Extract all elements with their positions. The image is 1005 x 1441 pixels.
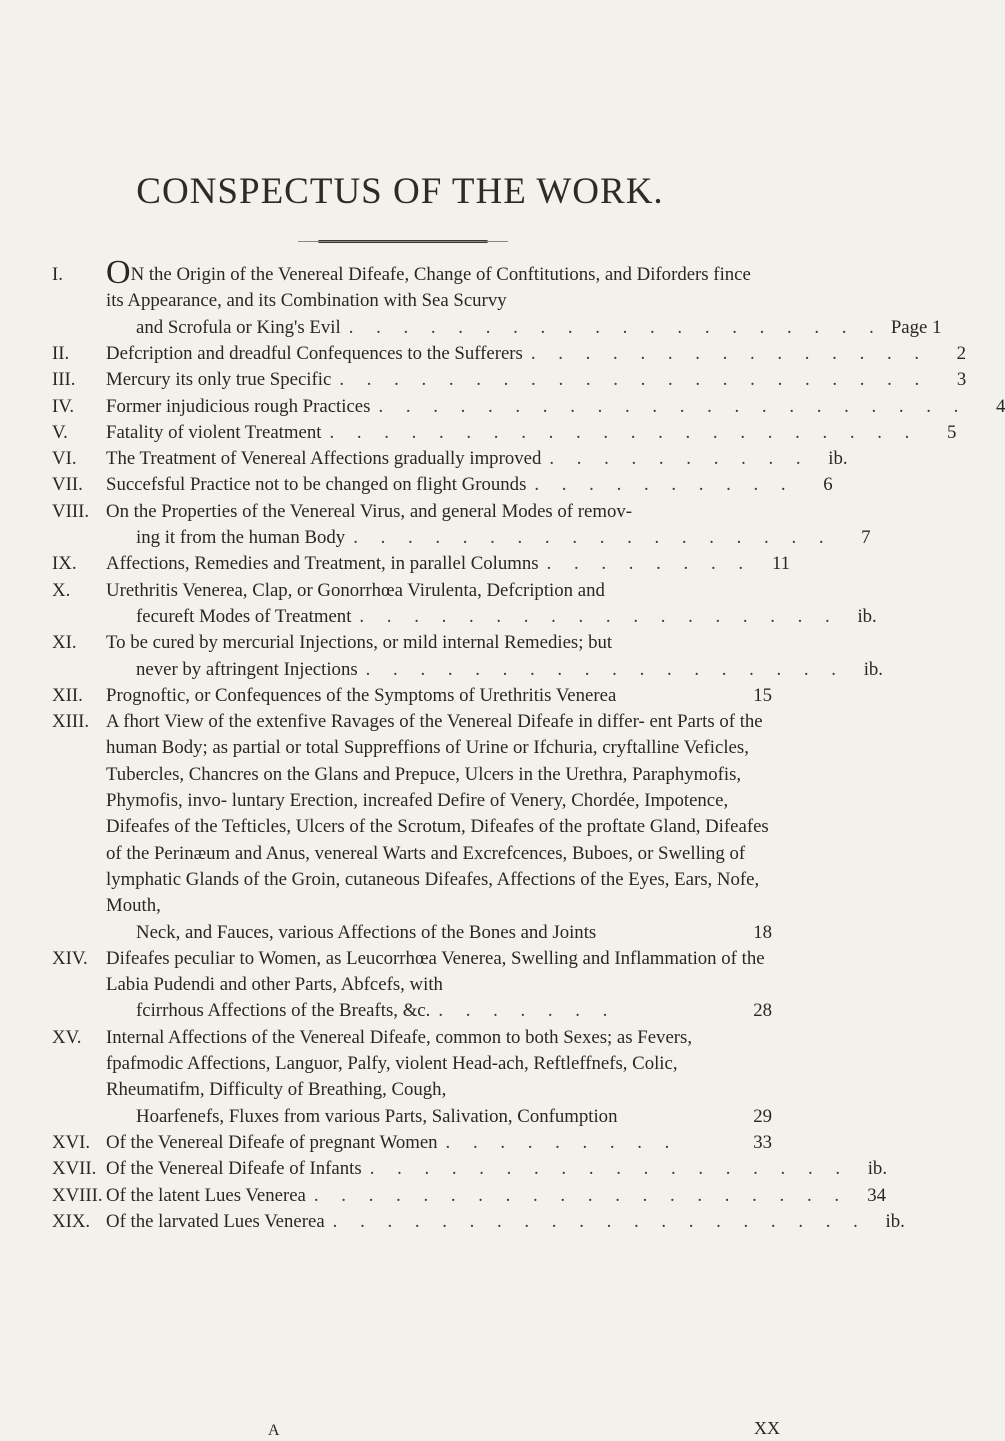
entry-13 — [52, 709, 772, 946]
page-title: CONSPECTUS OF THE WORK. — [136, 171, 664, 212]
leader-dots: . . . . . . . . . . . . . . . . . . . . . . — [339, 369, 929, 391]
entry-number: VII. — [52, 474, 83, 496]
entry-text: Hoarfenefs, Fluxes from various Parts, Salivation, Confumption — [136, 1105, 618, 1127]
entry-page: 5 — [946, 421, 957, 443]
entry-page: 18 — [753, 921, 772, 943]
entry-number: II. — [52, 343, 70, 364]
entry-page: 6 — [823, 474, 833, 496]
entry-text: Former injudicious rough Practices — [106, 395, 371, 417]
entry-number: VIII. — [52, 500, 90, 522]
entry-page: ib. — [863, 658, 883, 680]
entry-lead: Urethritis Venerea, Clap, or Gonorrhœa Virulenta, Defcription and — [106, 579, 605, 601]
leader-dots: . . . . . . . . . . — [534, 474, 795, 496]
entry-text: Succefsful Practice not to be changed on flight Grounds — [106, 474, 527, 496]
entry-number: XIX. — [52, 1210, 91, 1232]
entry-text: Of the Venereal Difeafe of pregnant Women — [106, 1131, 438, 1153]
entry-page: 11 — [771, 553, 791, 575]
entry-number: XVII. — [52, 1158, 97, 1180]
entry-number: I. — [52, 264, 63, 285]
entry-number: XV. — [52, 1026, 82, 1048]
leader-dots: . . . . . . . . . . . . . . . . . . — [353, 527, 833, 549]
entry-14 — [52, 946, 772, 1025]
entry-9 — [52, 551, 791, 577]
entry-8 — [52, 499, 871, 552]
entry-lead: N the Origin of the Venereal Difeafe, Change of Conftitutions, and Diforders fince its Appearance, and its Combination with Sea Scurvy — [106, 264, 751, 312]
entry-number: XI. — [52, 632, 77, 654]
entry-page: 15 — [753, 684, 772, 706]
leader-dots: . . . . . . . — [438, 1000, 617, 1022]
entry-page: ib. — [867, 1158, 888, 1180]
entry-10 — [52, 578, 877, 631]
entry-text: The Treatment of Venereal Affections gradually improved — [106, 448, 542, 470]
entry-15 — [52, 1025, 772, 1130]
entry-19 — [52, 1209, 905, 1235]
entry-lead: A fhort View of the extenfive Ravages of the Venereal Difeafe in differ- ent Parts of the human Body; as partial or total Suppreffions of Urine or Ifchuria, cryftalline Veficles, Tubercles, Chancres on the Glans and Prepuce, Ulcers in the Urethra, Paraphymofis, Phymofis, invo- luntary Erection, increafed Defire of Venery, Chordée, Impotence, Difeafes of the Tefticles, Ulcers of the Scrotum, Difeafes of the proftate Gland, Difeafes of the Perinæum and Anus, venereal Warts and Excrefcences, Buboes, or Swelling of lymphatic Glands of the Groin, cutaneous Difeafes, Affections of the Eyes, Ears, Nofe, Mouth, — [106, 711, 769, 917]
entry-5 — [52, 420, 957, 446]
entry-number: XIV. — [52, 947, 88, 969]
leader-dots: . . . . . . . . . . . . . . . . . . — [359, 605, 839, 627]
entry-number: X. — [52, 579, 71, 601]
entry-3 — [52, 367, 967, 393]
entry-number: XII. — [52, 684, 83, 706]
entry-text: Fatality of violent Treatment — [106, 421, 322, 443]
entry-page: 7 — [861, 527, 871, 549]
leader-dots: . . . . . . . . . . . . . . . . . . . . — [332, 1210, 867, 1232]
entry-page: Page 1 — [890, 316, 942, 338]
entry-text: Mercury its only true Specific — [106, 369, 332, 391]
entry-6 — [52, 446, 848, 472]
entry-number: IX. — [52, 553, 77, 575]
leader-dots: . . . . . . . . . . . . . . . . . . — [369, 1158, 850, 1180]
entry-7 — [52, 472, 833, 498]
entry-1 — [52, 254, 942, 341]
leader-dots: . . . . . . . . — [546, 553, 753, 575]
entry-2 — [52, 341, 967, 367]
entry-number: III. — [52, 369, 76, 391]
catchword: XX — [754, 1418, 780, 1438]
entry-page: ib. — [857, 605, 877, 627]
signature-mark: A — [268, 1422, 280, 1439]
entry-text: fecureft Modes of Treatment — [136, 605, 352, 627]
entry-text: Of the latent Lues Venerea — [106, 1184, 306, 1206]
entry-lead: On the Properties of the Venereal Virus, and general Modes of remov- — [106, 500, 632, 522]
entry-page: ib. — [885, 1210, 905, 1232]
entry-number: VI. — [52, 448, 77, 470]
entry-page: 33 — [753, 1131, 772, 1153]
entry-16 — [52, 1130, 772, 1156]
entry-page: 29 — [753, 1105, 772, 1127]
entry-17 — [52, 1156, 888, 1182]
entry-number: XIII. — [52, 711, 90, 733]
entry-page: 34 — [867, 1184, 887, 1206]
entry-page: 4 — [995, 395, 1005, 417]
leader-dots: . . . . . . . . . . . . . . . . . . — [365, 658, 845, 680]
entry-lead: Difeafes peculiar to Women, as Leucorrhœa Venerea, Swelling and Inflammation of the Labia Pudendi and other Parts, Abfcefs, with — [106, 947, 765, 996]
entry-text: Defcription and dreadful Confequences to the Sufferers — [106, 343, 523, 364]
entry-text: Of the Venereal Difeafe of Infants — [106, 1158, 362, 1180]
entry-text: and Scrofula or King's Evil — [136, 316, 341, 338]
entry-text: never by aftringent Injections — [136, 658, 358, 680]
entry-number: V. — [52, 421, 68, 443]
entry-page: 28 — [753, 1000, 772, 1022]
entry-text: ing it from the human Body — [136, 527, 346, 549]
leader-dots: . . . . . . . . . . . . . . . — [530, 343, 929, 364]
entry-number: XVI. — [52, 1131, 91, 1153]
leader-dots: . . . . . . . . . . . . . . . . . . . . . . — [378, 395, 968, 417]
entry-lead: To be cured by mercurial Injections, or mild internal Remedies; but — [106, 632, 613, 654]
leader-dots: . . . . . . . . . . . . . . . . . . . . . . — [329, 421, 919, 443]
entry-12 — [52, 683, 772, 709]
entry-4 — [52, 394, 1005, 420]
entry-lead: Internal Affections of the Venereal Difeafe, common to both Sexes; as Fevers, fpafmodic Affections, Languor, Palfy, violent Head-ach, Reftleffnefs, Colic, Rheumatifm, Difficulty of Breathing, Cough, — [106, 1026, 693, 1101]
leader-dots: . . . . . . . . . — [445, 1131, 679, 1153]
title-rule — [318, 240, 488, 243]
contents-list — [0, 254, 1005, 1235]
entry-11 — [52, 630, 883, 683]
entry-page: 2 — [956, 343, 967, 364]
entry-text: Affections, Remedies and Treatment, in parallel Columns — [106, 553, 539, 575]
drop-cap: O — [106, 254, 131, 291]
entry-text: Neck, and Fauces, various Affections of the Bones and Joints — [136, 921, 597, 943]
entry-text: Prognoftic, or Confequences of the Symptoms of Urethritis Venerea — [106, 684, 617, 706]
leader-dots: . . . . . . . . . . — [549, 448, 810, 470]
entry-18 — [52, 1183, 887, 1209]
entry-number: IV. — [52, 395, 75, 417]
entry-text: Of the larvated Lues Venerea — [106, 1210, 325, 1232]
leader-dots: . . . . . . . . . . . . . . . . . . . . — [313, 1184, 849, 1206]
leader-dots: . . . . . . . . . . . . . . . . . . . . — [348, 316, 883, 338]
entry-text: fcirrhous Affections of the Breafts, &c. — [136, 1000, 431, 1022]
entry-number: XVIII. — [52, 1184, 103, 1206]
entry-page: ib. — [828, 448, 848, 470]
entry-page: 3 — [956, 369, 967, 391]
